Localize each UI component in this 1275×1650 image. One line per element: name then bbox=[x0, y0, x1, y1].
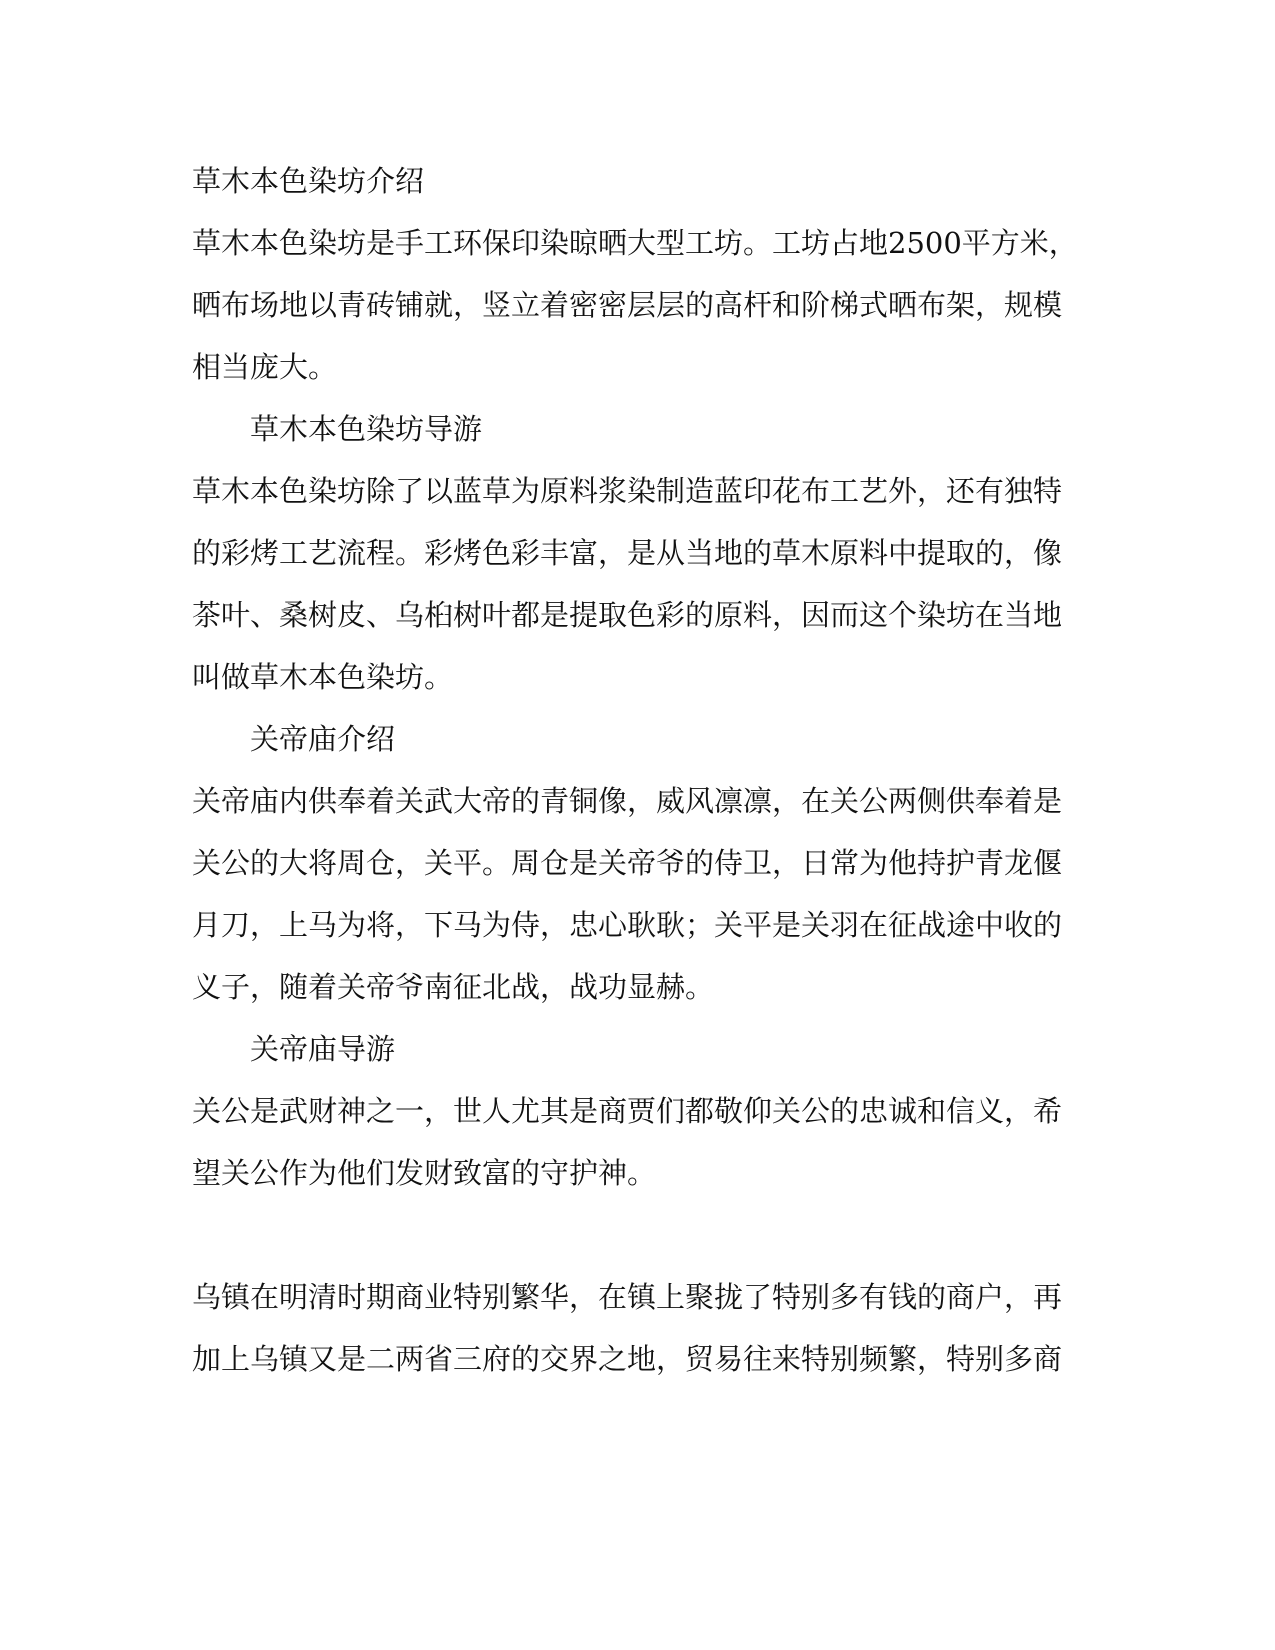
paragraph-line: 草木本色染坊除了以蓝草为原料浆染制造蓝印花布工艺外，还有独特 bbox=[192, 474, 1063, 508]
paragraph-line: 草木本色染坊是手工环保印染晾晒大型工坊。工坊占地2500平方米， bbox=[192, 226, 1078, 260]
paragraph-line: 晒布场地以青砖铺就，竖立着密密层层的高杆和阶梯式晒布架，规模 bbox=[192, 288, 1063, 322]
paragraph-line: 相当庞大。 bbox=[192, 350, 338, 384]
section-heading: 草木本色染坊导游 bbox=[250, 412, 483, 446]
paragraph-line: 关公是武财神之一，世人尤其是商贾们都敬仰关公的忠诚和信义，希 bbox=[192, 1094, 1063, 1128]
paragraph-line: 乌镇在明清时期商业特别繁华，在镇上聚拢了特别多有钱的商户，再 bbox=[192, 1280, 1063, 1314]
paragraph-line: 义子，随着关帝爷南征北战，战功显赫。 bbox=[192, 970, 715, 1004]
section-heading: 关帝庙介绍 bbox=[250, 722, 396, 756]
paragraph-line: 关公的大将周仓，关平。周仓是关帝爷的侍卫，日常为他持护青龙偃 bbox=[192, 846, 1063, 880]
section-heading: 关帝庙导游 bbox=[250, 1032, 396, 1066]
paragraph-line: 叫做草木本色染坊。 bbox=[192, 660, 454, 694]
paragraph-line: 关帝庙内供奉着关武大帝的青铜像，威风凛凛，在关公两侧供奉着是 bbox=[192, 784, 1063, 818]
paragraph-line: 加上乌镇又是二两省三府的交界之地，贸易往来特别频繁，特别多商 bbox=[192, 1342, 1063, 1376]
paragraph-line: 望关公作为他们发财致富的守护神。 bbox=[192, 1156, 657, 1190]
paragraph-line: 茶叶、桑树皮、乌桕树叶都是提取色彩的原料，因而这个染坊在当地 bbox=[192, 598, 1063, 632]
paragraph-line: 的彩烤工艺流程。彩烤色彩丰富，是从当地的草木原料中提取的，像 bbox=[192, 536, 1063, 570]
section-heading: 草木本色染坊介绍 bbox=[192, 164, 425, 198]
paragraph-line: 月刀，上马为将，下马为侍，忠心耿耿；关平是关羽在征战途中收的 bbox=[192, 908, 1063, 942]
